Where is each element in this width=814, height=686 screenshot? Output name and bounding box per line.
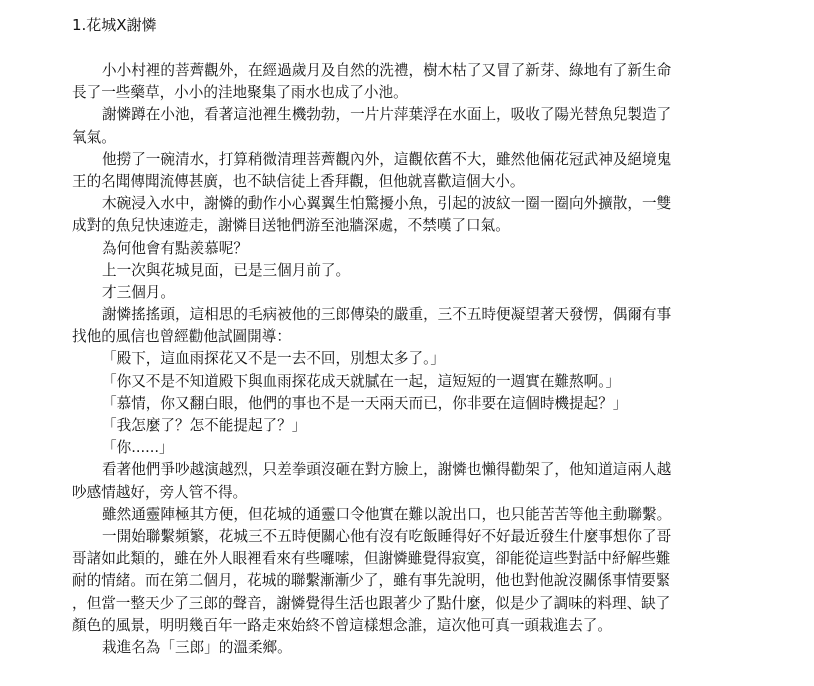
text-line: 謝憐蹲在小池，看著這池裡生機勃勃，一片片萍葉浮在水面上，吸收了陽光替魚兒製造了 xyxy=(102,106,672,124)
chapter-title: 1.花城X謝憐 xyxy=(72,16,157,34)
text-line: 栽進名為「三郎」的溫柔鄉。 xyxy=(102,638,292,656)
text-line: 長了一些藥草，小小的洼地聚集了雨水也成了小池。 xyxy=(72,84,408,102)
text-line: 他撈了一碗清水，打算稍微清理菩薺觀內外，這觀依舊不大，雖然他倆花冠武神及絕境鬼 xyxy=(102,150,672,168)
text-line: 為何他會有點羨慕呢？ xyxy=(102,239,248,257)
text-line: 小小村裡的菩薺觀外，在經過歲月及自然的洗禮，樹木枯了又冒了新芽、綠地有了新生命 xyxy=(102,62,672,79)
text-line: 找他的風信也曾經勸他試圖開導： xyxy=(72,328,291,346)
text-line: 才三個月。 xyxy=(102,283,175,301)
text-line: 成對的魚兒快速遊走，謝憐目送牠們游至池牆深處，不禁嘆了口氣。 xyxy=(72,217,510,235)
text-line: 「殿下，這血雨探花又不是一去不回，別想太多了。」 xyxy=(102,350,445,368)
text-line: 哥諸如此類的，雖在外人眼裡看來有些囉嗦，但謝憐雖覺得寂寞，卻能從這些對話中紓解些難 xyxy=(72,550,671,568)
text-line: 吵感情越好，旁人管不得。 xyxy=(72,483,248,501)
text-line: 顏色的風景，明明幾百年一路走來始終不曾這樣想念誰，這次他可真一頭栽進去了。 xyxy=(72,616,612,634)
text-line: 氧氣。 xyxy=(72,128,116,146)
text-line: 看著他們爭吵越演越烈，只差拳頭沒砸在對方臉上，謝憐也懶得勸架了，他知道這兩人越 xyxy=(102,461,672,479)
text-line: 王的名聞傳聞流傳甚廣，也不缺信徒上香拜觀，但他就喜歡這個大小。 xyxy=(72,172,525,190)
story-body xyxy=(72,60,752,659)
text-line: 一開始聯繫頻繁，花城三不五時便關心他有沒有吃飯睡得好不好最近發生什麼事想你了哥 xyxy=(102,527,672,545)
text-line: 雖然通靈陣極其方便，但花城的通靈口令他實在難以說出口，也只能苦苦等他主動聯繫。 xyxy=(102,505,672,523)
text-line: ，但當一整天少了三郎的聲音，謝憐覺得生活也跟著少了點什麼，似是少了調味的料理、缺了 xyxy=(72,594,671,612)
text-line: 「慕情，你又翻白眼，他們的事也不是一天兩天而已，你非要在這個時機提起？」 xyxy=(102,394,628,412)
text-line: 耐的情緒。而在第二個月，花城的聯繫漸漸少了，雖有事先說明，他也對他說沒關係事情要緊 xyxy=(72,572,671,590)
text-line: 木碗浸入水中，謝憐的動作小心翼翼生怕驚擾小魚，引起的波紋一圈一圈向外擴散，一雙 xyxy=(102,195,672,213)
text-line: 「你......」 xyxy=(102,439,174,457)
text-line: 上一次與花城見面，已是三個月前了。 xyxy=(102,261,351,279)
text-line: 「我怎麼了？怎不能提起了？」 xyxy=(102,417,307,434)
text-line: 謝憐搖搖頭，這相思的毛病被他的三郎傳染的嚴重，三不五時便凝望著天發愣，偶爾有事 xyxy=(102,306,672,324)
text-line: 「你又不是不知道殿下與血雨探花成天就膩在一起，這短短的一週實在難熬啊。」 xyxy=(102,372,621,390)
